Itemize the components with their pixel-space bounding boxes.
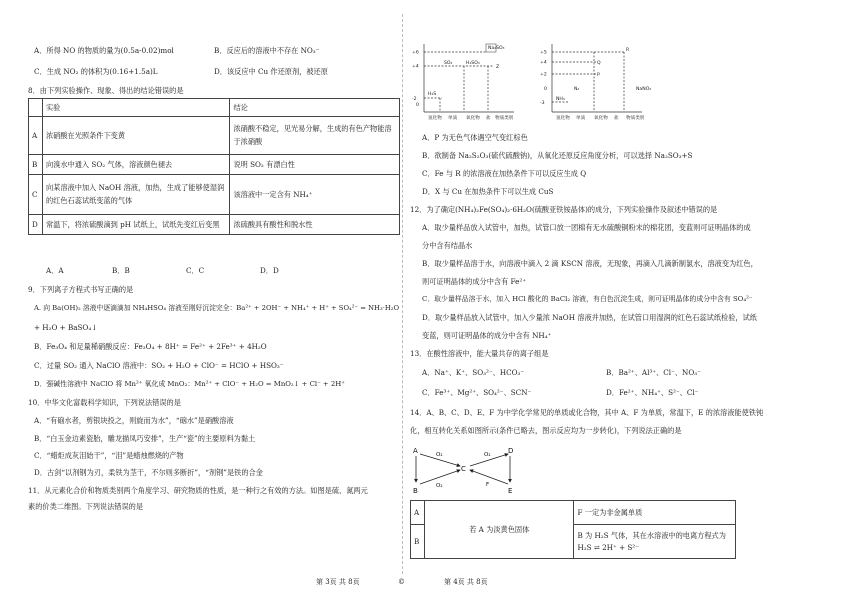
q8-header-conclusion: 结论 bbox=[230, 99, 400, 117]
q8-option-b: B．B bbox=[112, 266, 130, 275]
q11-stem-line1: 11．从元素化合价和物质类别两个角度学习、研究物质的性质，是一种行之有效的方法。如图是硫、氮两元 bbox=[28, 486, 368, 495]
q8-option-a: A．A bbox=[46, 266, 64, 275]
y-tick: +4 bbox=[540, 60, 547, 66]
q11-stem-line2: 素的价类二维图。下列说法错误的是 bbox=[28, 502, 144, 511]
q8-row-conclusion: 该溶液中一定含有 NH₄⁺ bbox=[230, 175, 400, 215]
label-h2s: H₂S bbox=[428, 92, 437, 97]
y-tick: +6 bbox=[412, 50, 419, 56]
q11-option-c: C．Fe 与 R 的浓溶液在加热条件下可以反应生成 Q bbox=[422, 169, 587, 178]
arrow-label-o2: O₂ bbox=[484, 452, 491, 458]
x-tick: 单质 bbox=[576, 116, 586, 121]
label-nh3: NH₃ bbox=[556, 97, 565, 102]
q9-stem: 9．下列离子方程式书写正确的是 bbox=[28, 285, 134, 294]
q14-result-b-line1: B 为 H₂S 气体，其在水溶液中的电离方程式为 bbox=[577, 531, 726, 540]
q14-condition: 若 A 为淡黄色固体 bbox=[424, 501, 574, 559]
q14-result-a: F 一定为非金属单质 bbox=[574, 501, 736, 525]
q8-row-key: B bbox=[29, 155, 43, 175]
q9-option-a-line1: A. 向 Ba(OH)₂ 溶液中逐滴滴加 NH₄HSO₄ 溶液至刚好沉淀完全：Ba²⁺ + 2OH⁻ + NH₄⁺ + H⁺ + SO₄²⁻ = NH₃·H₂O bbox=[34, 304, 400, 312]
q14-result-b-line2: H₂S ⇌ 2H⁺ + S²⁻ bbox=[577, 543, 639, 552]
q13-option-a: A．Na⁺、K⁺、SO₃²⁻、HCO₃⁻ bbox=[422, 368, 525, 377]
q12-stem: 12．为了确定(NH₄)₂Fe(SO₄)₂·6H₂O(硫酸亚铁铵晶体)的成分，下列实验操作及叙述中错误的是 bbox=[410, 205, 718, 214]
y-tick: 0 bbox=[544, 87, 547, 92]
q11-option-a: A．P 为无色气体遇空气变红棕色 bbox=[422, 133, 528, 142]
column-divider bbox=[402, 14, 403, 574]
y-tick: -3 bbox=[540, 101, 545, 106]
q7-option-a: A．所得 NO 的物质的量为(0.5a-0.02)mol bbox=[34, 46, 174, 55]
q7-option-b: B．反应后的溶液中不存在 NO₃⁻ bbox=[214, 46, 320, 55]
node-d: D bbox=[508, 447, 514, 455]
q8-header-experiment: 实验 bbox=[42, 99, 229, 117]
q9-option-a-line2: + H₂O + BaSO₄↓ bbox=[34, 323, 98, 332]
q10-stem: 10．中华文化富载科学知识，下列说法错误的是 bbox=[28, 398, 181, 407]
x-axis-label: 物质类别 bbox=[626, 116, 645, 121]
q8-option-d: D．D bbox=[260, 266, 279, 275]
node-c: C bbox=[461, 465, 466, 473]
q9-option-b: B．Fe₃O₄ 和足量稀硝酸反应：Fe₃O₄ + 8H⁺ = Fe²⁺ + 2Fe³⁺ + 4H₂O bbox=[34, 342, 267, 351]
nitrogen-valence-chart bbox=[538, 40, 658, 124]
node-e: E bbox=[508, 487, 513, 495]
q8-row-experiment: 向某溶液中加入 NaOH 溶液，加热，生成了能够使湿润的红色石蕊试纸变蓝的气体 bbox=[42, 175, 229, 215]
q14-row-key: B bbox=[411, 525, 425, 559]
q12-option-c: C．取少量样品溶于水，加入 HCl 酸化的 BaCl₂ 溶液，有白色沉淀生成，则可证明晶体的成分中含有 SO₄²⁻ bbox=[422, 295, 753, 303]
y-tick: +5 bbox=[540, 50, 547, 56]
x-tick: 氢化物 bbox=[556, 116, 570, 121]
y-tick: -2 bbox=[412, 97, 417, 102]
copyright-mark: © bbox=[398, 578, 405, 586]
q13-stem: 13．在酸性溶液中，能大量共存的离子组是 bbox=[410, 349, 549, 358]
q14-stem-line1: 14．A、B、C、D、E、F 为中学化学常见的单质或化合物，其中 A、F 为单质，常温下，E 的浓溶液能使铁钝 bbox=[410, 408, 764, 417]
q8-row-conclusion: 说明 SO₂ 有漂白性 bbox=[230, 155, 400, 175]
q14-result-b bbox=[574, 525, 736, 559]
q7-option-c: C．生成 NO₂ 的体积为(0.16+1.5a)L bbox=[34, 67, 158, 76]
y-tick: 0 bbox=[416, 103, 419, 108]
label-z: Z bbox=[496, 65, 500, 70]
x-axis-label: 物质类别 bbox=[495, 116, 514, 121]
node-b: B bbox=[413, 487, 418, 495]
q13-option-d: D．Fe²⁺、NH₄⁺、S²⁻、Cl⁻ bbox=[606, 388, 699, 397]
q8-option-c: C．C bbox=[186, 266, 205, 275]
q7-option-d: D．该反应中 Cu 作还原剂，被还原 bbox=[214, 67, 328, 76]
label-p: P bbox=[597, 73, 600, 78]
x-tick: 盐 bbox=[614, 116, 619, 121]
q14-table bbox=[410, 500, 736, 559]
q14-stem-line2: 化，相互转化关系如图所示(条件已略去，图示反应均为一步转化)，下列说法正确的是 bbox=[410, 426, 682, 435]
label-na2so3: Na₂SO₃ bbox=[488, 46, 505, 51]
q8-row-key: C bbox=[29, 175, 43, 215]
label-n2: N₂ bbox=[574, 87, 580, 92]
q9-option-d: D．强碱性溶液中 NaClO 将 Mn²⁺ 氧化成 MnO₂：Mn²⁺ + ClO⁻ + H₂O = MnO₂↓ + Cl⁻ + 2H⁺ bbox=[34, 380, 345, 388]
page-number-right: 第 4页 共 8页 bbox=[444, 578, 488, 586]
q12-option-a-line1: A．取少量样品放入试管中，加热，试管口放一团棉有无水硫酸铜粉末的棉花团，变蓝则可证明晶体的成 bbox=[422, 223, 751, 232]
q8-row-conclusion: 浓硝酸不稳定，见光易分解，生成的有色产物能溶于浓硝酸 bbox=[230, 117, 400, 155]
q12-option-b-line1: B．取少量样品溶于水，向溶液中滴入 2 滴 KSCN 溶液，无现象，再滴入几滴新制氯水，溶液变为红色， bbox=[422, 259, 758, 268]
q8-row-experiment: 常温下，将浓硫酸滴到 pH 试纸上，试纸先变红后变黑 bbox=[42, 215, 229, 235]
q13-option-b: B．Ba²⁺、Al³⁺、Cl⁻、NO₃⁻ bbox=[606, 368, 701, 377]
q8-row-conclusion: 浓硫酸具有酸性和脱水性 bbox=[230, 215, 400, 235]
q10-option-d: D．古剑“以剂钢为刃，柔铁为茎干，不尔则多断折”，“剂钢”是铁的合金 bbox=[34, 468, 263, 477]
q10-option-a: A．“有硇水者，剪银块投之，则旋而为水”，“硇水”是硝酸溶液 bbox=[34, 416, 234, 425]
q10-option-b: B．“白玉金边素瓷胎，雕龙描凤巧安排”，生产“瓷”的主要原料为黏土 bbox=[34, 434, 256, 443]
node-a: A bbox=[413, 447, 418, 455]
y-tick: +4 bbox=[412, 64, 419, 70]
q9-option-c: C．过量 SO₂ 通入 NaClO 溶液中：SO₂ + H₂O + ClO⁻ = HClO + HSO₃⁻ bbox=[34, 361, 284, 370]
x-tick: 盐 bbox=[486, 116, 491, 121]
arrow-label-o2: O₂ bbox=[436, 452, 443, 458]
x-tick: 单质 bbox=[448, 116, 458, 121]
x-tick: 氧化物 bbox=[466, 116, 480, 121]
q8-stem: 8．由下列实验操作、现象、得出的结论错误的是 bbox=[28, 86, 184, 95]
x-tick: 氢化物 bbox=[428, 116, 442, 121]
q8-row-key: D bbox=[29, 215, 43, 235]
q13-option-c: C．Fe³⁺、Mg²⁺、SO₄²⁻、SCN⁻ bbox=[422, 388, 532, 397]
q11-option-d: D．X 与 Cu 在加热条件下可以生成 CuS bbox=[422, 187, 554, 196]
page-number-left: 第 3页 共 8页 bbox=[316, 578, 360, 586]
q8-row-key: A bbox=[29, 117, 43, 155]
q12-option-b-line2: 则可证明晶体的成分中含有 Fe²⁺ bbox=[422, 277, 527, 286]
transformation-diagram bbox=[410, 444, 520, 496]
q8-table bbox=[28, 98, 400, 235]
q12-option-a-line2: 分中含有结晶水 bbox=[422, 241, 473, 250]
arrow-label-o2: O₂ bbox=[436, 483, 443, 489]
y-tick: +2 bbox=[540, 72, 547, 78]
label-h2so3: H₂SO₃ bbox=[466, 61, 480, 66]
q10-option-c: C．“蜡炬成灰泪始干”，“泪”是蜡烛燃烧的产物 bbox=[34, 451, 184, 460]
q14-row-key: A bbox=[411, 501, 425, 525]
q12-option-d-line1: D．取少量样品放入试管中，加入少量浓 NaOH 溶液并加热，在试管口用湿润的红色石蕊试纸检验，试纸 bbox=[422, 313, 757, 322]
q11-option-b: B．欲制备 Na₂S₂O₃(硫代硫酸钠)，从氧化还原反应角度分析，可以选择 Na₂SO₃+S bbox=[422, 151, 693, 160]
sulfur-valence-chart bbox=[410, 40, 522, 124]
label-nano3: NaNO₃ bbox=[636, 87, 652, 92]
arrow-label-f: F bbox=[486, 482, 490, 488]
q8-row-experiment: 浓硝酸在光照条件下变黄 bbox=[42, 117, 229, 155]
label-r: R bbox=[626, 48, 630, 53]
label-q: Q bbox=[597, 61, 601, 66]
x-tick: 氧化物 bbox=[594, 116, 608, 121]
q12-option-d-line2: 变蓝，则可证明晶体的成分中含有 NH₄⁺ bbox=[422, 331, 552, 340]
q8-row-experiment: 向溴水中通入 SO₂ 气体，溶液颜色褪去 bbox=[42, 155, 229, 175]
label-so2: SO₂ bbox=[444, 61, 453, 66]
